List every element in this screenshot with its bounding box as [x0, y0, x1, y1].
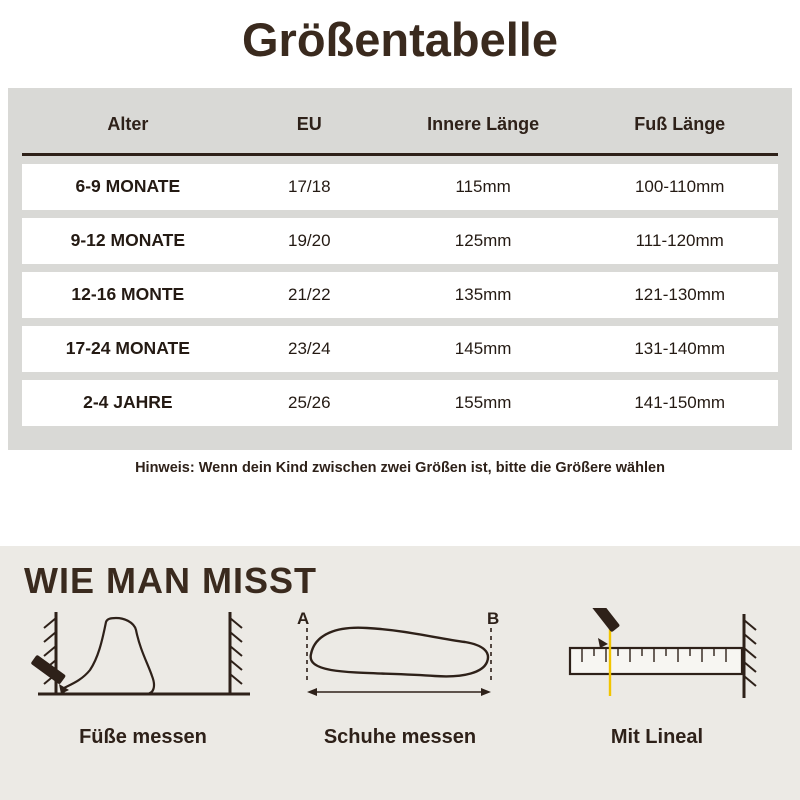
header-rule-cell	[22, 153, 778, 156]
ruler-icon	[532, 604, 782, 722]
cell-eu: 21/22	[234, 272, 385, 318]
table-row	[22, 272, 778, 318]
measure-method-caption: Mit Lineal	[610, 726, 704, 748]
measure-method-ruler	[532, 604, 782, 749]
how-to-measure-section	[0, 546, 800, 800]
cell-age: 2-4 JAHRE	[22, 380, 234, 426]
measure-method-caption: Füße messen	[79, 726, 207, 748]
column-header-foot-length: Fuß Länge	[634, 113, 726, 134]
how-to-measure-heading: WIE MAN MISST	[24, 560, 317, 601]
column-header-eu: EU	[296, 113, 322, 134]
cell-foot-length: 131-140mm	[581, 326, 778, 372]
size-table	[22, 102, 778, 434]
cell-foot-length: 100-110mm	[581, 164, 778, 210]
cell-inner-length: 115mm	[385, 164, 582, 210]
cell-inner-length: 135mm	[385, 272, 582, 318]
measure-methods	[0, 604, 800, 749]
table-row	[22, 164, 778, 210]
cell-age: 6-9 MONATE	[22, 164, 234, 210]
label-b: B	[487, 609, 500, 628]
cell-eu: 17/18	[234, 164, 385, 210]
table-row	[22, 218, 778, 264]
table-header	[22, 110, 778, 156]
table-row	[22, 326, 778, 372]
cell-inner-length: 155mm	[385, 380, 582, 426]
size-note: Hinweis: Wenn dein Kind zwischen zwei Größen ist, bitte die Größere wählen	[135, 459, 665, 476]
cell-foot-length: 121-130mm	[581, 272, 778, 318]
header-rule-row	[22, 153, 778, 156]
cell-foot-length: 111-120mm	[581, 218, 778, 264]
page-title: Größentabelle	[241, 13, 558, 66]
cell-inner-length: 145mm	[385, 326, 582, 372]
cell-inner-length: 125mm	[385, 218, 582, 264]
cell-eu: 19/20	[234, 218, 385, 264]
cell-age: 9-12 MONATE	[22, 218, 234, 264]
cell-age: 17-24 MONATE	[22, 326, 234, 372]
cell-age: 12-16 MONTE	[22, 272, 234, 318]
measure-method-shoes	[275, 604, 525, 749]
foot-against-wall-icon	[18, 604, 268, 722]
insole-measure-icon	[275, 604, 525, 722]
cell-eu: 25/26	[234, 380, 385, 426]
header-divider	[22, 153, 778, 156]
measure-method-feet	[18, 604, 268, 749]
label-a: A	[297, 609, 310, 628]
table-body	[22, 164, 778, 426]
cell-foot-length: 141-150mm	[581, 380, 778, 426]
size-table-container	[8, 88, 792, 450]
table-row	[22, 380, 778, 426]
measure-method-caption: Schuhe messen	[323, 726, 477, 748]
column-header-inner-length: Innere Länge	[427, 113, 540, 134]
cell-eu: 23/24	[234, 326, 385, 372]
column-header-age: Alter	[107, 113, 149, 134]
